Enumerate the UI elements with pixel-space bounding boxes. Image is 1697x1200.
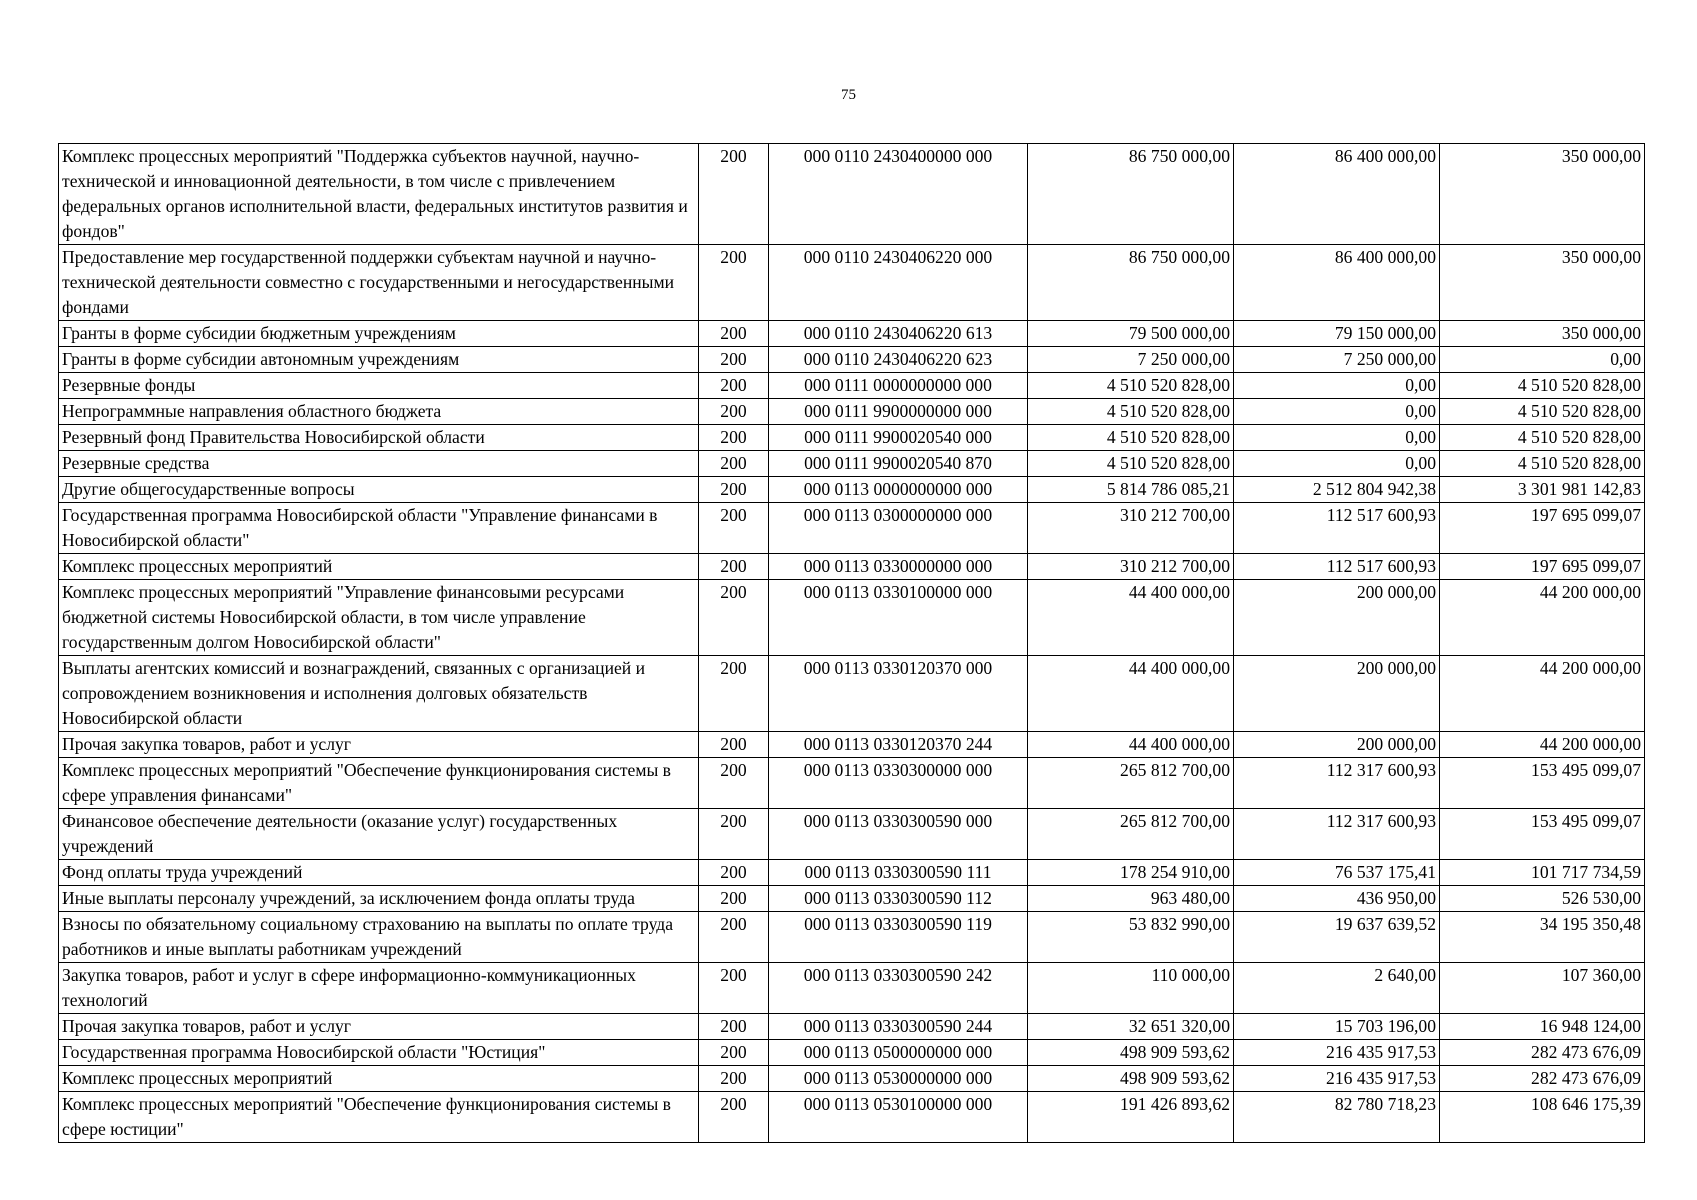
cell-executed-amount: 200 000,00	[1234, 580, 1440, 656]
cell-line-code: 200	[699, 554, 769, 580]
table-row	[59, 425, 1645, 451]
table-row	[59, 732, 1645, 758]
cell-unexecuted-amount: 350 000,00	[1440, 321, 1645, 347]
cell-budget-classification-code: 000 0110 2430406220 000	[769, 245, 1028, 321]
cell-budget-classification-code: 000 0113 0300000000 000	[769, 503, 1028, 554]
cell-unexecuted-amount: 101 717 734,59	[1440, 860, 1645, 886]
cell-budget-classification-code: 000 0113 0530000000 000	[769, 1066, 1028, 1092]
table-row	[59, 656, 1645, 732]
cell-approved-amount: 44 400 000,00	[1028, 732, 1234, 758]
cell-approved-amount: 7 250 000,00	[1028, 347, 1234, 373]
cell-budget-classification-code: 000 0113 0000000000 000	[769, 477, 1028, 503]
cell-approved-amount: 110 000,00	[1028, 963, 1234, 1014]
table-row	[59, 963, 1645, 1014]
cell-budget-classification-code: 000 0113 0500000000 000	[769, 1040, 1028, 1066]
cell-unexecuted-amount: 282 473 676,09	[1440, 1066, 1645, 1092]
cell-approved-amount: 53 832 990,00	[1028, 912, 1234, 963]
cell-budget-classification-code: 000 0111 9900020540 870	[769, 451, 1028, 477]
cell-name: Взносы по обязательному социальному страхованию на выплаты по оплате труда работников и иные выплаты работникам учреждений	[59, 912, 699, 963]
cell-line-code: 200	[699, 1040, 769, 1066]
cell-unexecuted-amount: 282 473 676,09	[1440, 1040, 1645, 1066]
table-row	[59, 451, 1645, 477]
cell-approved-amount: 498 909 593,62	[1028, 1066, 1234, 1092]
cell-line-code: 200	[699, 912, 769, 963]
cell-unexecuted-amount: 350 000,00	[1440, 144, 1645, 245]
cell-unexecuted-amount: 3 301 981 142,83	[1440, 477, 1645, 503]
cell-executed-amount: 15 703 196,00	[1234, 1014, 1440, 1040]
cell-executed-amount: 19 637 639,52	[1234, 912, 1440, 963]
table-row	[59, 477, 1645, 503]
cell-line-code: 200	[699, 1066, 769, 1092]
cell-unexecuted-amount: 44 200 000,00	[1440, 656, 1645, 732]
cell-approved-amount: 310 212 700,00	[1028, 503, 1234, 554]
table-row	[59, 347, 1645, 373]
table-row	[59, 144, 1645, 245]
cell-approved-amount: 44 400 000,00	[1028, 656, 1234, 732]
cell-name: Закупка товаров, работ и услуг в сфере информационно-коммуникационных технологий	[59, 963, 699, 1014]
cell-executed-amount: 0,00	[1234, 451, 1440, 477]
cell-executed-amount: 86 400 000,00	[1234, 245, 1440, 321]
cell-name: Предоставление мер государственной поддержки субъектам научной и научно-технической деятельности совместно с государственными и негосударственными фондами	[59, 245, 699, 321]
cell-name: Фонд оплаты труда учреждений	[59, 860, 699, 886]
cell-executed-amount: 2 640,00	[1234, 963, 1440, 1014]
cell-budget-classification-code: 000 0111 9900000000 000	[769, 399, 1028, 425]
cell-approved-amount: 44 400 000,00	[1028, 580, 1234, 656]
cell-executed-amount: 0,00	[1234, 399, 1440, 425]
cell-name: Непрограммные направления областного бюджета	[59, 399, 699, 425]
cell-unexecuted-amount: 153 495 099,07	[1440, 758, 1645, 809]
cell-line-code: 200	[699, 1092, 769, 1143]
cell-name: Выплаты агентских комиссий и вознаграждений, связанных с организацией и сопровождением возникновения и исполнения долговых обязательств Новосибирской области	[59, 656, 699, 732]
cell-executed-amount: 216 435 917,53	[1234, 1066, 1440, 1092]
cell-unexecuted-amount: 4 510 520 828,00	[1440, 451, 1645, 477]
cell-name: Прочая закупка товаров, работ и услуг	[59, 732, 699, 758]
cell-unexecuted-amount: 4 510 520 828,00	[1440, 373, 1645, 399]
cell-unexecuted-amount: 0,00	[1440, 347, 1645, 373]
cell-name: Комплекс процессных мероприятий "Управление финансовыми ресурсами бюджетной системы Новосибирской области, в том числе управление государственным долгом Новосибирской области"	[59, 580, 699, 656]
cell-approved-amount: 4 510 520 828,00	[1028, 451, 1234, 477]
cell-budget-classification-code: 000 0113 0330300590 000	[769, 809, 1028, 860]
cell-unexecuted-amount: 44 200 000,00	[1440, 580, 1645, 656]
cell-approved-amount: 4 510 520 828,00	[1028, 425, 1234, 451]
cell-unexecuted-amount: 108 646 175,39	[1440, 1092, 1645, 1143]
cell-name: Прочая закупка товаров, работ и услуг	[59, 1014, 699, 1040]
table-row	[59, 503, 1645, 554]
cell-name: Другие общегосударственные вопросы	[59, 477, 699, 503]
cell-unexecuted-amount: 526 530,00	[1440, 886, 1645, 912]
cell-budget-classification-code: 000 0113 0330120370 000	[769, 656, 1028, 732]
cell-approved-amount: 32 651 320,00	[1028, 1014, 1234, 1040]
cell-budget-classification-code: 000 0113 0330000000 000	[769, 554, 1028, 580]
table-row	[59, 580, 1645, 656]
cell-budget-classification-code: 000 0113 0330100000 000	[769, 580, 1028, 656]
table-row	[59, 321, 1645, 347]
cell-executed-amount: 76 537 175,41	[1234, 860, 1440, 886]
cell-name: Резервные фонды	[59, 373, 699, 399]
cell-executed-amount: 2 512 804 942,38	[1234, 477, 1440, 503]
cell-name: Иные выплаты персоналу учреждений, за исключением фонда оплаты труда	[59, 886, 699, 912]
cell-budget-classification-code: 000 0113 0330300590 242	[769, 963, 1028, 1014]
cell-budget-classification-code: 000 0111 9900020540 000	[769, 425, 1028, 451]
cell-name: Комплекс процессных мероприятий "Обеспечение функционирования системы в сфере управления финансами"	[59, 758, 699, 809]
cell-budget-classification-code: 000 0113 0330120370 244	[769, 732, 1028, 758]
cell-line-code: 200	[699, 321, 769, 347]
cell-executed-amount: 112 317 600,93	[1234, 758, 1440, 809]
cell-executed-amount: 112 517 600,93	[1234, 554, 1440, 580]
cell-unexecuted-amount: 107 360,00	[1440, 963, 1645, 1014]
cell-approved-amount: 5 814 786 085,21	[1028, 477, 1234, 503]
cell-budget-classification-code: 000 0113 0330300590 112	[769, 886, 1028, 912]
cell-line-code: 200	[699, 425, 769, 451]
cell-unexecuted-amount: 44 200 000,00	[1440, 732, 1645, 758]
cell-name: Государственная программа Новосибирской области "Управление финансами в Новосибирской области"	[59, 503, 699, 554]
cell-name: Комплекс процессных мероприятий	[59, 554, 699, 580]
cell-approved-amount: 86 750 000,00	[1028, 245, 1234, 321]
table-row	[59, 758, 1645, 809]
cell-line-code: 200	[699, 656, 769, 732]
table-row	[59, 860, 1645, 886]
cell-line-code: 200	[699, 451, 769, 477]
cell-line-code: 200	[699, 809, 769, 860]
cell-budget-classification-code: 000 0113 0330300590 111	[769, 860, 1028, 886]
budget-table	[58, 143, 1645, 1143]
cell-approved-amount: 265 812 700,00	[1028, 809, 1234, 860]
cell-name: Финансовое обеспечение деятельности (оказание услуг) государственных учреждений	[59, 809, 699, 860]
cell-budget-classification-code: 000 0113 0330300000 000	[769, 758, 1028, 809]
cell-budget-classification-code: 000 0110 2430400000 000	[769, 144, 1028, 245]
cell-name: Гранты в форме субсидии автономным учреждениям	[59, 347, 699, 373]
cell-line-code: 200	[699, 758, 769, 809]
cell-unexecuted-amount: 34 195 350,48	[1440, 912, 1645, 963]
cell-unexecuted-amount: 16 948 124,00	[1440, 1014, 1645, 1040]
cell-executed-amount: 112 517 600,93	[1234, 503, 1440, 554]
table-row	[59, 399, 1645, 425]
cell-name: Комплекс процессных мероприятий	[59, 1066, 699, 1092]
cell-budget-classification-code: 000 0111 0000000000 000	[769, 373, 1028, 399]
cell-approved-amount: 178 254 910,00	[1028, 860, 1234, 886]
cell-approved-amount: 498 909 593,62	[1028, 1040, 1234, 1066]
budget-table-body	[59, 144, 1645, 1143]
cell-name: Государственная программа Новосибирской области "Юстиция"	[59, 1040, 699, 1066]
cell-approved-amount: 86 750 000,00	[1028, 144, 1234, 245]
cell-name: Резервный фонд Правительства Новосибирской области	[59, 425, 699, 451]
cell-unexecuted-amount: 197 695 099,07	[1440, 554, 1645, 580]
table-row	[59, 1066, 1645, 1092]
cell-name: Комплекс процессных мероприятий "Поддержка субъектов научной, научно-технической и инновационной деятельности, в том числе с привлечением федеральных органов исполнительной власти, федеральных институтов развития и фондов"	[59, 144, 699, 245]
cell-executed-amount: 200 000,00	[1234, 732, 1440, 758]
cell-name: Комплекс процессных мероприятий "Обеспечение функционирования системы в сфере юстиции"	[59, 1092, 699, 1143]
cell-approved-amount: 191 426 893,62	[1028, 1092, 1234, 1143]
cell-line-code: 200	[699, 732, 769, 758]
cell-line-code: 200	[699, 347, 769, 373]
cell-unexecuted-amount: 350 000,00	[1440, 245, 1645, 321]
cell-budget-classification-code: 000 0110 2430406220 623	[769, 347, 1028, 373]
table-row	[59, 886, 1645, 912]
cell-executed-amount: 112 317 600,93	[1234, 809, 1440, 860]
cell-executed-amount: 79 150 000,00	[1234, 321, 1440, 347]
cell-line-code: 200	[699, 245, 769, 321]
cell-budget-classification-code: 000 0113 0530100000 000	[769, 1092, 1028, 1143]
cell-line-code: 200	[699, 373, 769, 399]
cell-unexecuted-amount: 4 510 520 828,00	[1440, 425, 1645, 451]
cell-unexecuted-amount: 197 695 099,07	[1440, 503, 1645, 554]
cell-executed-amount: 82 780 718,23	[1234, 1092, 1440, 1143]
cell-executed-amount: 216 435 917,53	[1234, 1040, 1440, 1066]
cell-line-code: 200	[699, 1014, 769, 1040]
cell-line-code: 200	[699, 886, 769, 912]
cell-budget-classification-code: 000 0110 2430406220 613	[769, 321, 1028, 347]
table-row	[59, 1014, 1645, 1040]
cell-approved-amount: 963 480,00	[1028, 886, 1234, 912]
cell-approved-amount: 265 812 700,00	[1028, 758, 1234, 809]
table-row	[59, 1092, 1645, 1143]
table-row	[59, 245, 1645, 321]
cell-line-code: 200	[699, 860, 769, 886]
cell-approved-amount: 4 510 520 828,00	[1028, 373, 1234, 399]
cell-name: Резервные средства	[59, 451, 699, 477]
cell-line-code: 200	[699, 963, 769, 1014]
table-row	[59, 912, 1645, 963]
cell-approved-amount: 4 510 520 828,00	[1028, 399, 1234, 425]
cell-executed-amount: 7 250 000,00	[1234, 347, 1440, 373]
cell-unexecuted-amount: 153 495 099,07	[1440, 809, 1645, 860]
cell-name: Гранты в форме субсидии бюджетным учреждениям	[59, 321, 699, 347]
cell-unexecuted-amount: 4 510 520 828,00	[1440, 399, 1645, 425]
cell-executed-amount: 0,00	[1234, 425, 1440, 451]
cell-line-code: 200	[699, 580, 769, 656]
cell-budget-classification-code: 000 0113 0330300590 119	[769, 912, 1028, 963]
cell-executed-amount: 436 950,00	[1234, 886, 1440, 912]
cell-approved-amount: 79 500 000,00	[1028, 321, 1234, 347]
cell-budget-classification-code: 000 0113 0330300590 244	[769, 1014, 1028, 1040]
table-row	[59, 1040, 1645, 1066]
cell-approved-amount: 310 212 700,00	[1028, 554, 1234, 580]
table-row	[59, 554, 1645, 580]
cell-executed-amount: 200 000,00	[1234, 656, 1440, 732]
cell-line-code: 200	[699, 503, 769, 554]
cell-line-code: 200	[699, 477, 769, 503]
cell-executed-amount: 0,00	[1234, 373, 1440, 399]
cell-line-code: 200	[699, 144, 769, 245]
cell-executed-amount: 86 400 000,00	[1234, 144, 1440, 245]
page-number: 75	[841, 87, 856, 103]
table-row	[59, 809, 1645, 860]
cell-line-code: 200	[699, 399, 769, 425]
table-row	[59, 373, 1645, 399]
